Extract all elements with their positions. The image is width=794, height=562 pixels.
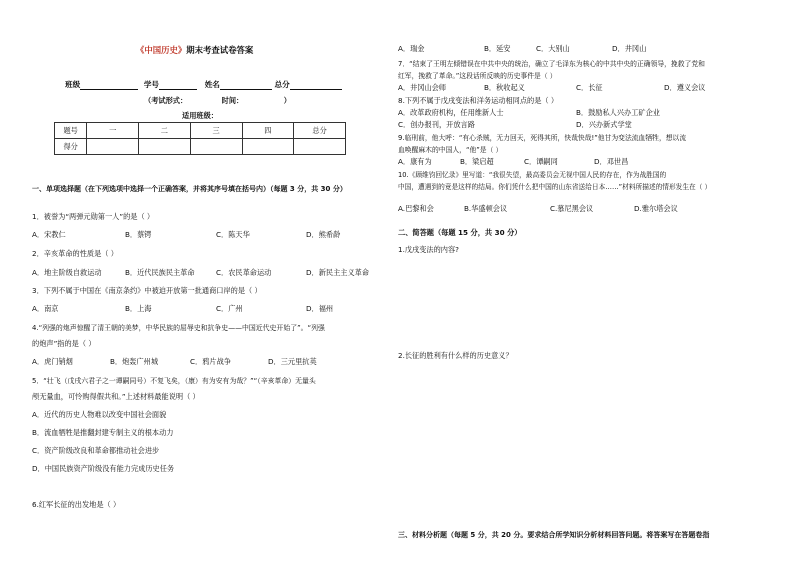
- q4-option-d[interactable]: D．三元里抗英: [268, 357, 317, 366]
- score-table: [54, 122, 346, 155]
- time-label: 时间：: [221, 96, 244, 105]
- question-7-stem-line2: 红军，挽救了革命。”这段话所反映的历史事件是（ ）: [398, 72, 557, 80]
- q6-option-d[interactable]: D．井冈山: [612, 44, 647, 53]
- q6-option-a[interactable]: A．瑞金: [398, 44, 425, 53]
- q5-option-b[interactable]: B．流血牺牲是推翻封建专制主义的根本动力: [32, 428, 174, 437]
- q3-option-d[interactable]: D．福州: [306, 304, 334, 313]
- score-header-cell: 题号: [55, 123, 87, 139]
- score-header-cell: 一: [87, 123, 139, 139]
- class-label: 班级: [65, 80, 81, 89]
- q8-option-d[interactable]: D．兴办新式学堂: [576, 120, 632, 129]
- q3-option-b[interactable]: B．上海: [125, 304, 152, 313]
- section1-heading: 一、单项选择题（在下列选项中选择一个正确答案，并将其序号填在括号内）（每题 3 分，共 30 分）: [32, 185, 347, 193]
- q10-option-d[interactable]: D.雅尔塔会议: [634, 204, 678, 213]
- q1-option-c[interactable]: C．陈天华: [216, 230, 250, 239]
- q1-option-d[interactable]: D．熊希龄: [306, 230, 341, 239]
- name-field[interactable]: [220, 81, 272, 90]
- score-cell[interactable]: [139, 139, 191, 155]
- score-header-cell: 二: [139, 123, 191, 139]
- question-6-stem: 6.红军长征的出发地是（ ）: [32, 500, 121, 509]
- total-field[interactable]: [290, 81, 342, 90]
- score-cell[interactable]: [242, 139, 294, 155]
- q5-option-c[interactable]: C．资产阶级改良和革命都推动社会进步: [32, 446, 160, 455]
- question-9-stem-line1: 9.临刑前，他大呼：“有心杀贼，无力回天，死得其所，快哉快哉!”他甘为变法流血牺牲，想以流: [398, 134, 687, 142]
- q3-option-a[interactable]: A．南京: [32, 304, 59, 313]
- q8-option-b[interactable]: B．鼓励私人兴办工矿企业: [576, 108, 660, 117]
- question-9-stem-line2: 血唤醒麻木的中国人，“他”是（ ）: [398, 146, 503, 154]
- score-header-cell: 三: [190, 123, 242, 139]
- applicable-class: 适用班级：: [182, 111, 218, 120]
- title-text: 期末考查试卷答案: [186, 45, 254, 55]
- title-course: 《中国历史》: [136, 45, 187, 55]
- q2-option-a[interactable]: A．地主阶级自救运动: [32, 268, 102, 277]
- time-close: ）: [283, 96, 291, 105]
- q6-option-b[interactable]: B．延安: [484, 44, 511, 53]
- question-3-stem: 3．下列不属于中国在《南京条约》中被迫开放第一批通商口岸的是（ ）: [32, 286, 262, 295]
- q9-option-d[interactable]: D．邓世昌: [594, 157, 629, 166]
- q7-option-d[interactable]: D．遵义会议: [664, 83, 706, 92]
- q10-option-a[interactable]: A.巴黎和会: [398, 204, 434, 213]
- q5-option-a[interactable]: A．近代的历史人物难以改变中国社会面貌: [32, 410, 167, 419]
- question-1-stem: 1．被誉为“两弹元勋第一人”的是（ ）: [32, 212, 155, 221]
- student-info-line: [65, 79, 342, 90]
- score-row-label: 得分: [55, 139, 87, 155]
- q6-option-c[interactable]: C．大别山: [536, 44, 570, 53]
- total-label: 总分: [274, 80, 290, 89]
- score-cell[interactable]: [190, 139, 242, 155]
- name-label: 姓名: [204, 80, 220, 89]
- exam-title: [136, 44, 253, 56]
- question-5-stem-line2: 颅无量血，可怜购得假共和。”上述材料最能说明（ ）: [32, 392, 200, 401]
- section2-heading: 二、简答题（每题 15 分，共 30 分）: [398, 228, 522, 237]
- q7-option-b[interactable]: B．秋收起义: [484, 83, 525, 92]
- q8-option-c[interactable]: C．创办报刊，开放言路: [398, 120, 475, 129]
- q9-option-b[interactable]: B．梁启超: [460, 157, 494, 166]
- q7-option-a[interactable]: A．井冈山会师: [398, 83, 447, 92]
- q2-option-d[interactable]: D．新民主主义革命: [306, 268, 370, 277]
- q10-option-b[interactable]: B.华盛顿会议: [464, 204, 508, 213]
- question-10-stem-line1: 10.《顾维钧回忆录》里写道：“我很失望，最高委员会无视中国人民的存在，作为战胜国的: [398, 171, 667, 179]
- q9-option-c[interactable]: C．谭嗣同: [524, 157, 558, 166]
- score-cell[interactable]: [87, 139, 139, 155]
- q7-option-c[interactable]: C．长征: [576, 83, 603, 92]
- q2-option-b[interactable]: B．近代民族民主革命: [125, 268, 195, 277]
- section3-heading: 三、材料分析题（每题 5 分，共 20 分。要求结合所学知识分析材料回答问题。将答案写在答题卷指: [398, 531, 710, 539]
- score-header-cell: 四: [242, 123, 294, 139]
- q10-option-c[interactable]: C.慕尼黑会议: [550, 204, 594, 213]
- q1-option-a[interactable]: A．宋教仁: [32, 230, 66, 239]
- question-4-stem-line2: 的炮声”指的是（ ）: [32, 339, 96, 348]
- class-field[interactable]: [80, 81, 138, 90]
- score-cell[interactable]: [294, 139, 346, 155]
- q4-option-c[interactable]: C．鸦片战争: [190, 357, 231, 366]
- question-5-stem-line1: 5．“壮飞（戊戌六君子之一谭嗣同号）不复飞矣，（康）有为安有为哉？”“（辛亥革命）无量头: [32, 377, 316, 385]
- score-table-row: [55, 139, 346, 155]
- q8-option-a[interactable]: A．改革政府机构，任用维新人士: [398, 108, 504, 117]
- q9-option-a[interactable]: A．康有为: [398, 157, 432, 166]
- question-2-stem: 2．辛亥革命的性质是（ ）: [32, 249, 118, 258]
- exam-form-line: [144, 96, 291, 106]
- question-4-stem-line1: 4.“列强的炮声惊醒了清王朝的美梦，中华民族的屈辱史和抗争史——中国近代史开始了”。“列强: [32, 324, 325, 332]
- short-answer-q1: 1.戊戌变法的内容?: [398, 245, 459, 254]
- exam-form-label: （考试形式：: [144, 96, 188, 105]
- question-7-stem-line1: 7．“结束了王明左倾错误在中共中央的统治，确立了毛泽东为核心的中共中央的正确领导，挽救了党和: [398, 60, 705, 68]
- q3-option-c[interactable]: C．广州: [216, 304, 243, 313]
- id-label: 学号: [143, 80, 160, 89]
- question-10-stem-line2: 中国，遭遇到的竟是这样的结局。你们凭什么把中国的山东省送给日本……”材料所描述的情形发生在（ ）: [398, 183, 712, 191]
- question-8-stem: 8.下列不属于戊戌变法和洋务运动相同点的是（ ）: [398, 96, 559, 105]
- score-header-cell: 总分: [294, 123, 346, 139]
- q1-option-b[interactable]: B．蔡锷: [125, 230, 152, 239]
- q4-option-a[interactable]: A．虎门销烟: [32, 357, 73, 366]
- score-table-header-row: [55, 123, 346, 139]
- q2-option-c[interactable]: C．农民革命运动: [216, 268, 272, 277]
- q4-option-b[interactable]: B．炮轰广州城: [110, 357, 159, 366]
- id-field[interactable]: [159, 81, 197, 90]
- short-answer-q2: 2.长征的胜利有什么样的历史意义？: [398, 351, 513, 360]
- q5-option-d[interactable]: D．中国民族资产阶级没有能力完成历史任务: [32, 464, 175, 473]
